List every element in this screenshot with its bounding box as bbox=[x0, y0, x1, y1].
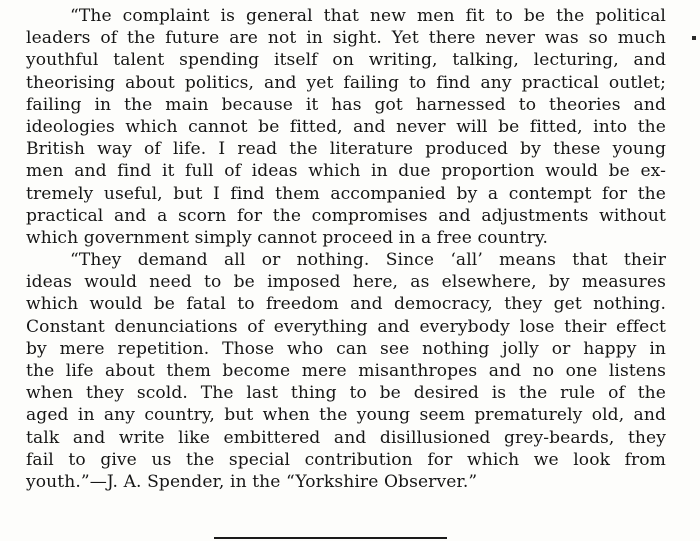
edge-mark bbox=[692, 36, 696, 40]
article-line-14: which would be fatal to freedom and democracy, they get nothing. bbox=[26, 294, 666, 315]
article-line-17: the life about them become mere misanthropes and no one listens bbox=[26, 361, 666, 381]
article-line-9: tremely useful, but I find them accompanied by a contempt for the bbox=[26, 183, 666, 204]
article-line-8: men and find it full of ideas which in due proportion would be ex- bbox=[26, 161, 666, 182]
article-line-20: talk and write like embittered and disillusioned grey-beards, they bbox=[26, 427, 666, 448]
article-line-1: “The complaint is general that new men fit to be the political bbox=[70, 6, 666, 26]
article-text bbox=[26, 5, 666, 493]
article-line-3: youthful talent spending itself on writing, talking, lecturing, and bbox=[26, 50, 666, 71]
article-line-7: British way of life. I read the literature produced by these young bbox=[26, 139, 666, 160]
article-line-13: ideas would need to be imposed here, as elsewhere, by measures bbox=[26, 272, 666, 293]
article-line-4: theorising about politics, and yet failing to find any practical outlet; bbox=[26, 72, 666, 93]
article-line-12: “They demand all or nothing. Since ‘all’ means that their bbox=[70, 250, 666, 271]
article-line-18: when they scold. The last thing to be desired is the rule of the bbox=[26, 383, 666, 404]
article-line-22: youth.”—J. A. Spender, in the “Yorkshire Observer.” bbox=[26, 471, 478, 492]
article-line-21: fail to give us the special contribution for which we look from bbox=[26, 449, 666, 470]
article-line-6: ideologies which cannot be fitted, and never will be fitted, into the bbox=[26, 116, 666, 137]
article-line-16: by mere repetition. Those who can see nothing jolly or happy in bbox=[26, 338, 666, 359]
article-line-2: leaders of the future are not in sight. Yet there never was so much bbox=[26, 28, 666, 49]
article-line-11: which government simply cannot proceed in a free country. bbox=[26, 227, 548, 248]
article-line-15: Constant denunciations of everything and everybody lose their effect bbox=[26, 316, 666, 337]
section-divider-rule bbox=[214, 537, 447, 539]
article-line-19: aged in any country, but when the young seem prematurely old, and bbox=[26, 405, 666, 426]
article-line-10: practical and a scorn for the compromises and adjustments without bbox=[26, 205, 666, 226]
article-line-5: failing in the main because it has got harnessed to theories and bbox=[26, 94, 666, 115]
